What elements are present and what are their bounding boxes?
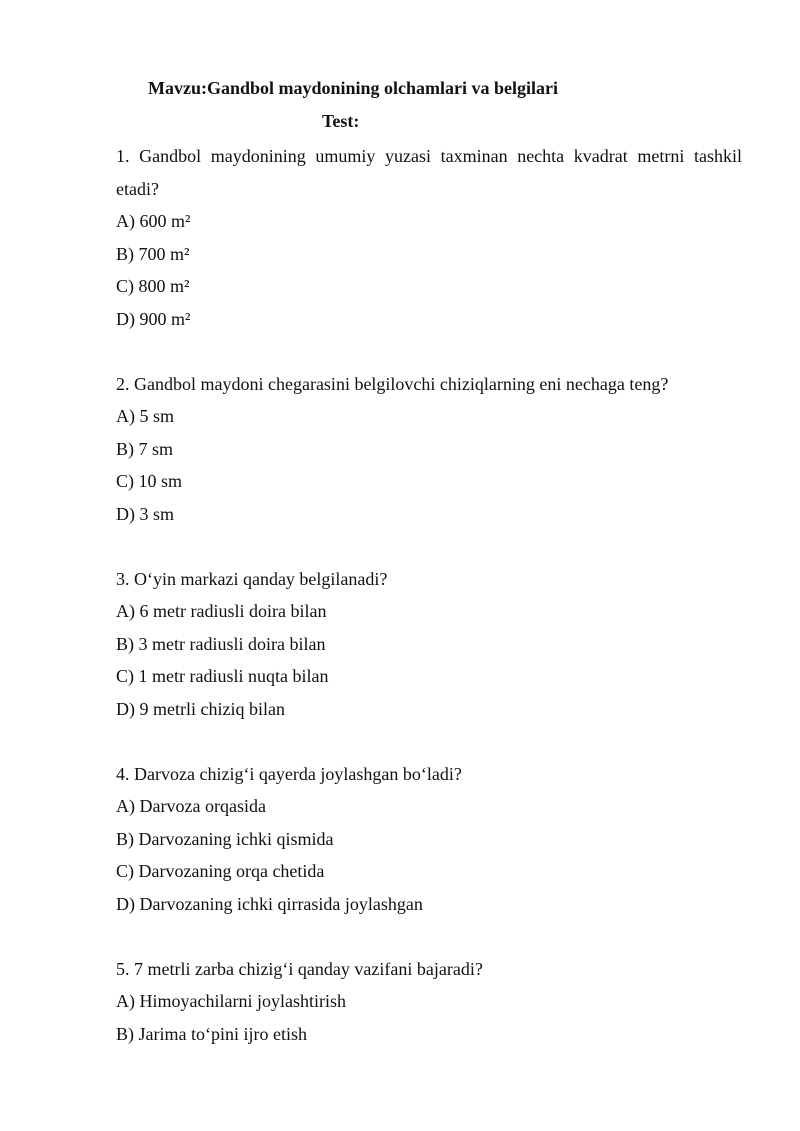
answer-option: C) 10 sm — [116, 471, 183, 491]
page-title: Mavzu:Gandbol maydonining olchamlari va belgilari — [148, 78, 559, 98]
question-text: 5. 7 metrli zarba chizig‘i qanday vazifani bajaradi? — [116, 958, 483, 979]
question-text: 4. Darvoza chizig‘i qayerda joylashgan bo‘ladi? — [116, 763, 462, 784]
question-2 — [116, 368, 742, 531]
question-5 — [116, 953, 742, 1051]
answer-option: B) Jarima to‘pini ijro etish — [116, 1023, 307, 1044]
answer-option: B) Darvozaning ichki qismida — [116, 828, 334, 849]
question-text: 2. Gandbol maydoni chegarasini belgilovchi chiziqlarning eni nechaga teng? — [116, 373, 669, 394]
question-1 — [116, 140, 742, 335]
answer-option: D) 3 sm — [116, 503, 174, 524]
answer-option: A) Darvoza orqasida — [116, 796, 266, 816]
answer-option: C) 1 metr radiusli nuqta bilan — [116, 666, 329, 686]
answer-option: A) 600 m² — [116, 211, 191, 231]
question-4 — [116, 758, 742, 921]
question-text: 1. Gandbol maydonining umumiy yuzasi taxminan nechta kvadrat metrni tashkil etadi? — [116, 146, 742, 199]
answer-option: A) Himoyachilarni joylashtirish — [116, 991, 346, 1011]
answer-option: B) 7 sm — [116, 438, 174, 459]
question-text: 3. O‘yin markazi qanday belgilanadi? — [116, 568, 388, 589]
question-list — [116, 140, 742, 1083]
question-3 — [116, 563, 742, 726]
answer-option: D) 9 metrli chiziq bilan — [116, 698, 285, 719]
answer-option: D) Darvozaning ichki qirrasida joylashgan — [116, 893, 423, 914]
answer-option: B) 3 metr radiusli doira bilan — [116, 633, 326, 654]
answer-option: A) 6 metr radiusli doira bilan — [116, 601, 327, 621]
answer-option: B) 700 m² — [116, 243, 190, 264]
answer-option: A) 5 sm — [116, 406, 174, 426]
answer-option: D) 900 m² — [116, 308, 191, 329]
answer-option: C) Darvozaning orqa chetida — [116, 861, 325, 881]
answer-option: C) 800 m² — [116, 276, 190, 296]
page-subtitle: Test: — [322, 111, 360, 131]
